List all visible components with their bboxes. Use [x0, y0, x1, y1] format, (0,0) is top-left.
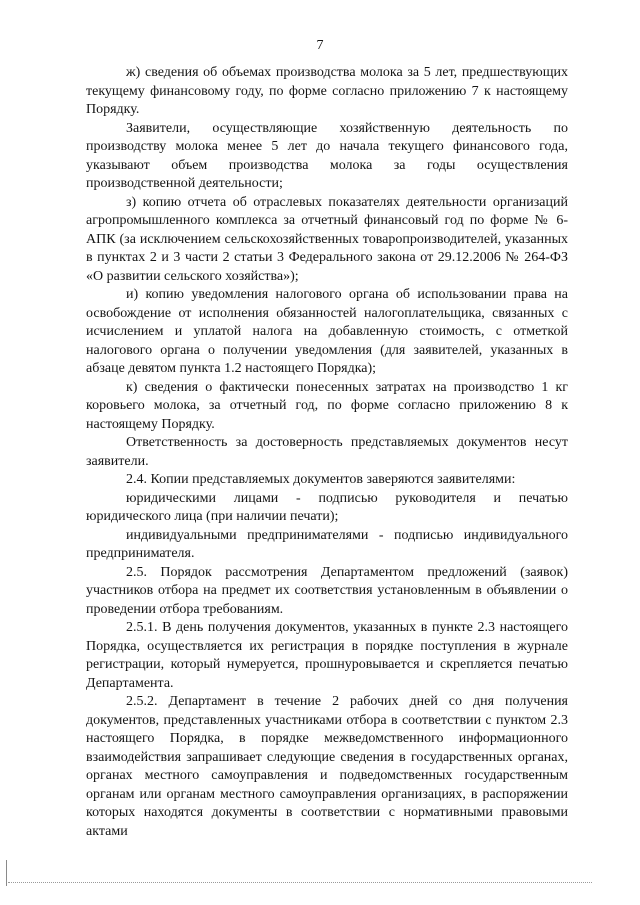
paragraph-zh: ж) сведения об объемах производства молока за 5 лет, предшествующих текущему финансовому году, по форме согласно приложению 7 к настоящему Порядку. — [86, 65, 568, 117]
page-number: 7 — [316, 38, 324, 53]
paragraph-2-5-1: 2.5.1. В день получения документов, указанных в пункте 2.3 настоящего Порядка, осуществляется их регистрация в порядке поступления в журнале регистрации, который нумеруется, прошнуровывается и скрепляется печатью Департамента. — [86, 620, 568, 691]
paragraph-k: к) сведения о фактически понесенных затратах на производство 1 кг коровьего молока, за отчетный год, по форме согласно приложению 8 к настоящему Порядку. — [86, 379, 568, 432]
document-body — [86, 64, 568, 841]
paragraph-legal-entities: юридическими лицами - подписью руководителя и печатью юридического лица (при наличии печати); — [86, 490, 568, 524]
paragraph-2-4: 2.4. Копии представляемых документов заверяются заявителями: — [126, 472, 516, 487]
scan-bottom-line — [8, 882, 592, 883]
paragraph-applicants-note: Заявители, осуществляющие хозяйственную деятельность по производству молока менее 5 лет до начала текущего финансового года, указывают объем производства молока за годы осуществления производственной деятельности; — [86, 120, 568, 191]
paragraph-i: и) копию уведомления налогового органа об использовании права на освобождение от исполнения обязанностей налогоплательщика, связанных с исчислением и уплатой налога на добавленную стоимость, с отметкой налогового органа о получении уведомления (для заявителей, указанных в абзаце девятом пункта 1.2 настоящего Порядка); — [86, 287, 568, 376]
paragraph-z: з) копию отчета об отраслевых показателях деятельности организаций агропромышленного комплекса за отчетный финансовый год по форме № 6-АПК (за исключением сельскохозяйственных товаропроизводителей, указанных в пунктах 2 и 3 части 2 статьи 3 Федерального закона от 29.12.2006 № 264-ФЗ «О развитии сельского хозяйства»); — [86, 194, 568, 284]
paragraph-entrepreneurs: индивидуальными предпринимателями - подписью индивидуального предпринимателя. — [86, 527, 568, 561]
paragraph-2-5: 2.5. Порядок рассмотрения Департаментом предложений (заявок) участников отбора на предмет их соответствия установленным в объявлении о проведении отбора требованиям. — [86, 564, 568, 617]
paragraph-2-5-2: 2.5.2. Департамент в течение 2 рабочих дней со дня получения документов, представленных участниками отбора в соответствии с пунктом 2.3 настоящего Порядка, в порядке межведомственного информационного взаимодействия запрашивает следующие сведения в государственных органах, органах местного самоуправления и подведомственных государственным органам или органам местного самоуправления организациях, в распоряжении которых находятся документы в соответствии с нормативными правовыми актами — [86, 694, 568, 839]
scan-edge-mark — [6, 860, 7, 886]
paragraph-responsibility: Ответственность за достоверность представляемых документов несут заявители. — [86, 435, 568, 469]
